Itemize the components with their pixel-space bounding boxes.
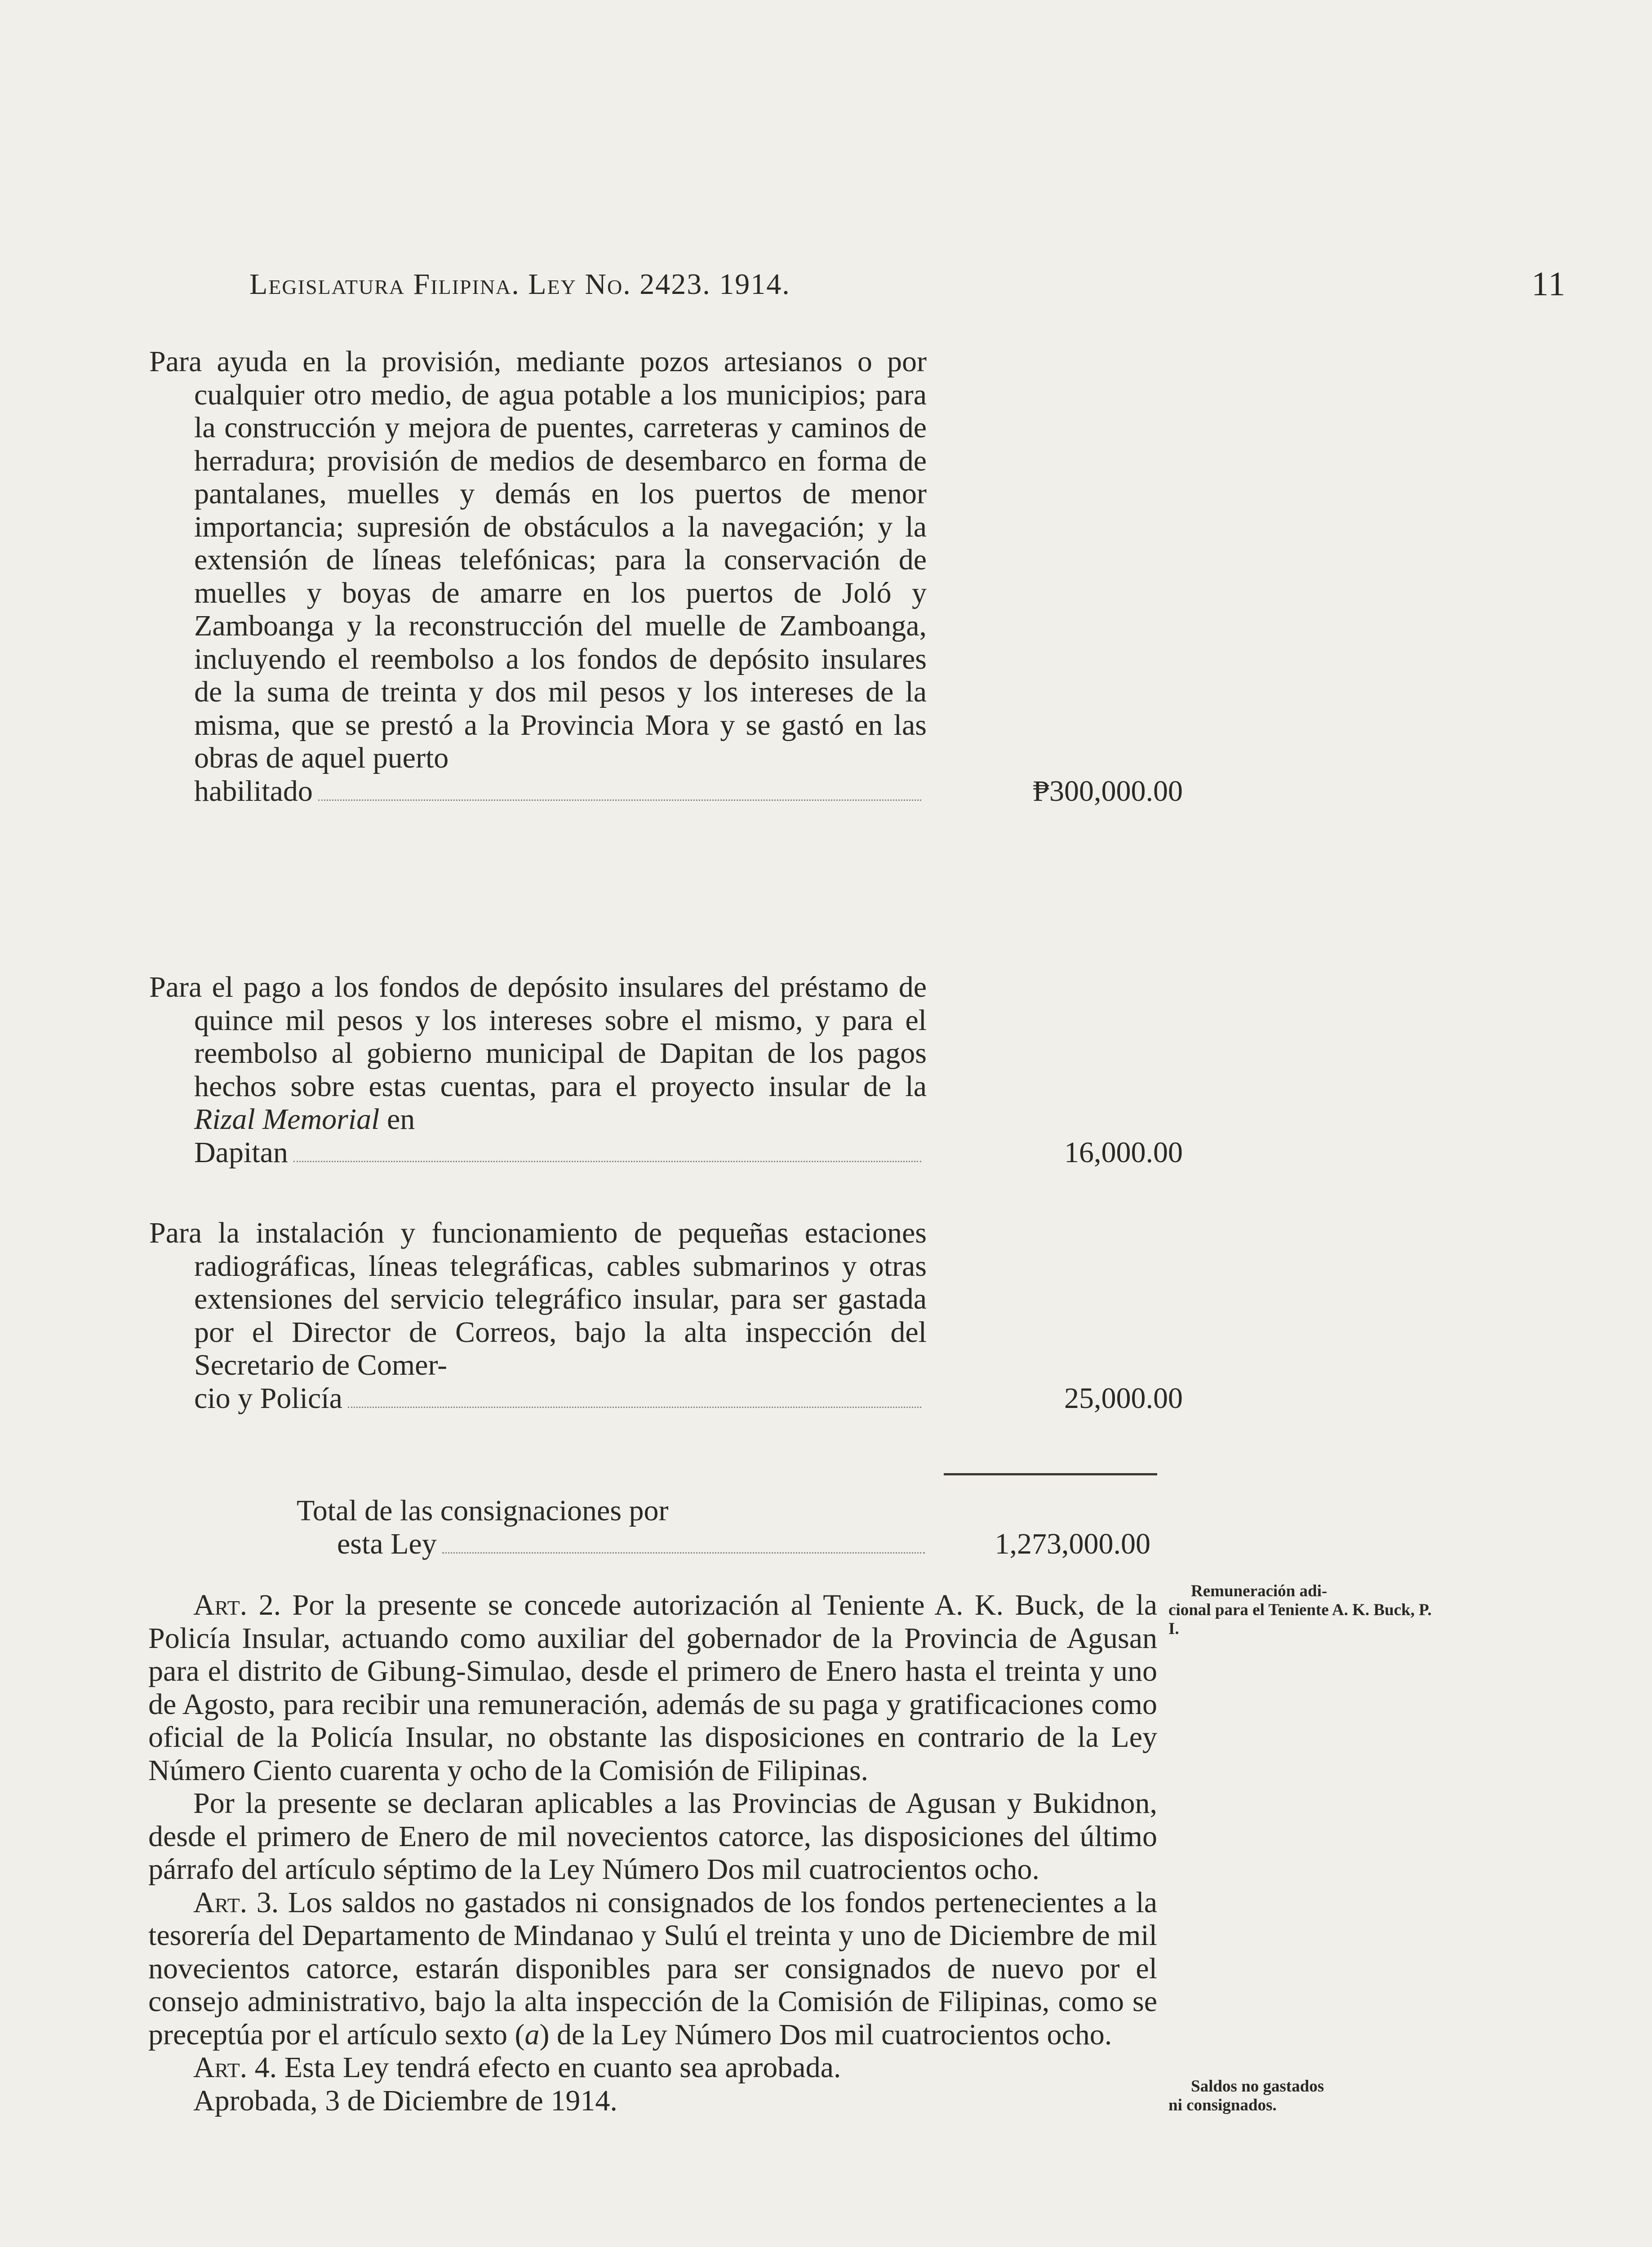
article-4-paragraph: Art. 4. Esta Ley tendrá efecto en cuanto sea aprobada. xyxy=(193,2051,841,2084)
appropriation-description: Para ayuda en la provisión, mediante pozos artesianos o por cualquier otro medio, de agua potable a los municipios; para la construcción y mejora de puentes, carreteras y caminos de herradura; provisión de medios de desembarco en forma de pantalanes, muelles y demás en los puertos de menor importancia; supresión de obstáculos a la navegación; y la extensión de líneas telefónicas; para la conservación de muelles y boyas de amarre en los puertos de Joló y Zamboanga y la reconstrucción del muelle de Zamboanga, incluyendo el reembolso a los fondos de depósito insulares de la suma de treinta y dos mil pesos y los intereses de la misma, que se prestó a la Provincia Mora y se gastó en las obras de aquel puerto xyxy=(149,345,927,774)
appropriation-last-line: habilitado xyxy=(149,775,927,808)
appropriation-item-1 xyxy=(149,345,1183,808)
total-label: Total de las consignaciones por xyxy=(297,1494,669,1527)
article-3-label: Art. 3. xyxy=(193,1886,279,1919)
running-title: Legislatura Filipina. Ley No. 2423. 1914. xyxy=(249,268,790,301)
page-header xyxy=(249,267,1566,308)
appropriations-total xyxy=(297,1494,1150,1561)
appropriation-item-3 xyxy=(149,1217,1183,1415)
sum-rule xyxy=(944,1473,1157,1475)
dot-leader xyxy=(318,799,921,801)
appropriation-item-2 xyxy=(149,971,1183,1169)
article-2-paragraph-1: Art. 2. Por la presente se concede autorización al Teniente A. K. Buck, de la Policía Insular, actuando como auxiliar del gobernador de la Provincia de Agusan para el distrito de Gibung-Simulao, desde el primero de Enero hasta el treinta y uno de Agosto, para recibir una remuneración, además de su paga y gratificaciones como oficial de la Policía Insular, no obstante las disposiciones en contrario de la Ley Número Ciento cuarenta y ocho de la Comisión de Filipinas. xyxy=(148,1589,1157,1787)
appropriation-description: Para la instalación y funcionamiento de pequeñas estaciones radiográficas, líneas telegráficas, cables submarinos y otras extensiones del servicio telegráfico insular, para ser gastada por el Director de Correos, bajo la alta inspección del Secretario de Comer- xyxy=(149,1217,927,1381)
dot-leader xyxy=(348,1407,921,1408)
dot-leader xyxy=(293,1161,921,1162)
appropriation-amount: ₱300,000.00 xyxy=(1033,775,1183,808)
articles-body xyxy=(148,1589,1157,2117)
appropriation-amount: 25,000.00 xyxy=(1064,1382,1183,1415)
article-2-label: Art. 2. xyxy=(193,1589,281,1621)
article-3-paragraph: Art. 3. Los saldos no gastados ni consignados de los fondos pertenecientes a la tesorería del Departamento de Mindanao y Sulú el treinta y uno de Diciembre de mil novecientos catorce, estarán disponibles para ser consignados de nuevo por el consejo administrativo, bajo la alta inspección de la Comisión de Filipinas, como se preceptúa por el artículo sexto (a) de la Ley Número Dos mil cuatrocientos ocho. xyxy=(148,1886,1158,2051)
rizal-memorial-italic: Rizal Memorial xyxy=(194,1103,380,1136)
dot-leader xyxy=(442,1552,925,1554)
total-last-line: esta Ley xyxy=(297,1528,930,1561)
appropriation-last-line: cio y Policía xyxy=(149,1382,927,1415)
approval-line: Aprobada, 3 de Diciembre de 1914. xyxy=(193,2084,617,2117)
total-amount: 1,273,000.00 xyxy=(995,1528,1150,1560)
article-2-paragraph-2: Por la presente se declaran aplicables a las Provincias de Agusan y Bukidnon, desde el primero de Enero de mil novecientos catorce, las disposiciones del último párrafo del artículo séptimo de la Ley Número Dos mil cuatrocientos ocho. xyxy=(148,1787,1157,1886)
page-number: 11 xyxy=(1531,265,1566,303)
appropriation-last-line: Dapitan xyxy=(149,1136,927,1169)
appropriation-description: Para el pago a los fondos de depósito insulares del préstamo de quince mil pesos y los intereses sobre el mismo, y para el reembolso al gobierno municipal de Dapitan de los pagos hechos sobre estas cuentas, para el proyecto insular de la Rizal Memorial en xyxy=(149,971,927,1136)
appropriation-amount: 16,000.00 xyxy=(1064,1136,1183,1169)
side-note-remuneracion: Remuneración adi- cional para el Teniente A. K. Buck, P. I. xyxy=(1168,1582,1432,1638)
article-4-label: Art. 4. xyxy=(193,2051,277,2084)
side-note-saldos: Saldos no gastados ni consignados. xyxy=(1168,2077,1324,2114)
